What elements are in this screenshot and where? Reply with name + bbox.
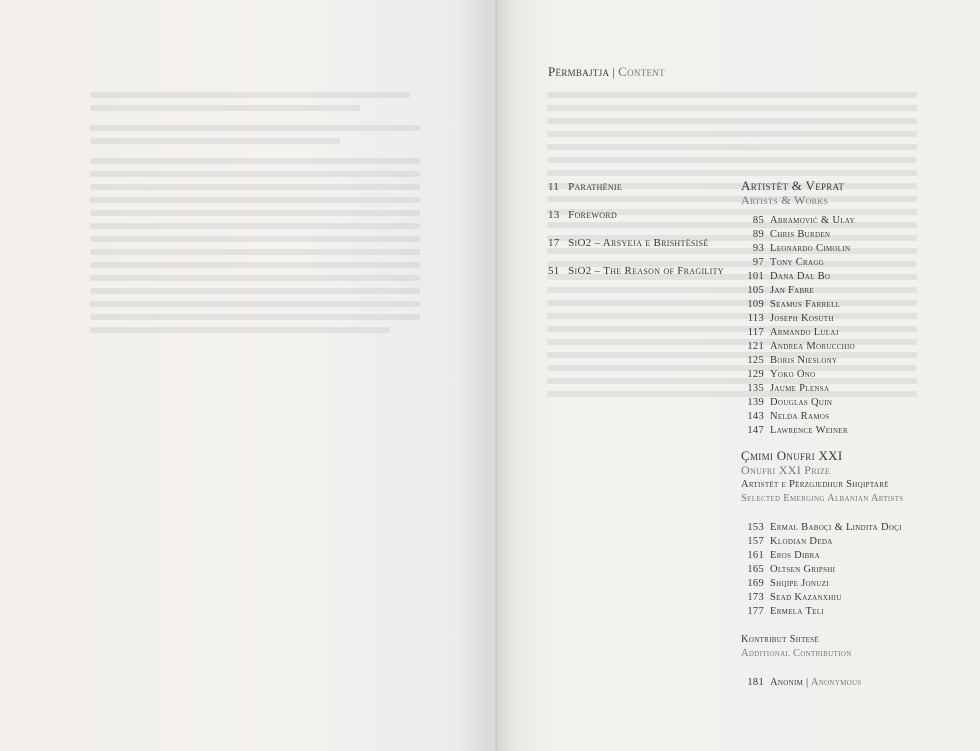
show-through-text <box>90 92 420 340</box>
toc-entry-label: Abramović & Ulay <box>770 215 855 226</box>
list-item[interactable] <box>741 228 904 242</box>
toc-page-number: 85 <box>752 215 764 226</box>
list-item[interactable] <box>741 605 904 619</box>
toc-page-number: 139 <box>747 397 764 408</box>
toc-entry-label: Joseph Kosuth <box>770 313 834 324</box>
entry-separator: | <box>806 677 809 688</box>
list-item[interactable] <box>741 535 904 549</box>
title-albanian: Përmbajtja <box>548 64 610 79</box>
list-item[interactable] <box>741 591 904 605</box>
toc-page-number: 153 <box>747 522 764 533</box>
toc-entry-label: Parathënie <box>568 181 623 193</box>
list-item[interactable] <box>741 242 904 256</box>
toc-entry-label: Lawrence Weiner <box>770 425 848 436</box>
list-item[interactable] <box>741 424 904 438</box>
toc-entry[interactable] <box>548 237 724 265</box>
toc-entry-label: Leonardo Cimolin <box>770 243 851 254</box>
toc-entry-label: SiO2 – The Reason of Fragility <box>568 265 724 277</box>
toc-entry-label: Andrea Morucchio <box>770 341 856 352</box>
list-item[interactable] <box>741 382 904 396</box>
list-item[interactable] <box>741 368 904 382</box>
toc-page-number: 117 <box>747 327 764 338</box>
toc-entry-label: Oltsen Gripshi <box>770 564 836 575</box>
list-item[interactable] <box>741 577 904 591</box>
final-entry <box>741 676 904 690</box>
toc-page-number: 147 <box>747 425 764 436</box>
toc-page-number: 177 <box>747 606 764 617</box>
toc-page-number: 121 <box>747 341 764 352</box>
toc-page-number: 93 <box>752 243 764 254</box>
toc-page-number: 113 <box>747 313 764 324</box>
toc-entry[interactable] <box>548 209 724 237</box>
toc-entry-label: Foreword <box>568 209 618 221</box>
toc-page-number: 143 <box>747 411 764 422</box>
toc-entry-label: Klodian Deda <box>770 536 833 547</box>
list-item[interactable] <box>741 340 904 354</box>
list-item[interactable] <box>741 676 904 690</box>
toc-page-number: 13 <box>548 209 560 221</box>
toc-entry-label: Nelda Ramos <box>770 411 830 422</box>
toc-page-number: 101 <box>747 271 764 282</box>
list-item[interactable] <box>741 563 904 577</box>
toc-entry-label: Jaume Plensa <box>770 383 830 394</box>
toc-entry-label-english: Anonymous <box>810 677 862 688</box>
section-heading-prize: Çmimi Onufri XXI <box>741 448 843 463</box>
toc-entry-label: Tony Cragg <box>770 257 825 268</box>
toc-page-number: 125 <box>747 355 764 366</box>
artists-list <box>741 214 904 438</box>
toc-page-number: 165 <box>747 564 764 575</box>
toc-page-number: 109 <box>747 299 764 310</box>
page-title <box>548 64 665 80</box>
list-item[interactable] <box>741 410 904 424</box>
toc-entry-label: Shqipe Jonuzi <box>770 578 829 589</box>
toc-page-number: 169 <box>747 578 764 589</box>
toc-entry-label: Seamus Farrell <box>770 299 841 310</box>
title-english: Content <box>618 64 665 79</box>
list-item[interactable] <box>741 521 904 535</box>
list-item[interactable] <box>741 284 904 298</box>
toc-entry-label: Jan Fabre <box>770 285 815 296</box>
toc-entry-label: Douglas Quin <box>770 397 833 408</box>
toc-entry-label: Dana Dal Bo <box>770 271 831 282</box>
toc-page-number: 157 <box>747 536 764 547</box>
toc-entry-label: Ermal Baboçi & Lindita Doçi <box>770 522 902 533</box>
toc-page-number: 51 <box>548 265 560 277</box>
section-subheading-prize: Onufri XXI Prize <box>741 463 831 477</box>
section-heading-artists: Artistët & Veprat <box>741 178 845 193</box>
toc-page-number: 135 <box>747 383 764 394</box>
title-separator: | <box>612 64 616 79</box>
toc-entry-label: Sead Kazanxhiu <box>770 592 842 603</box>
toc-page-number: 97 <box>752 257 764 268</box>
list-item[interactable] <box>741 270 904 284</box>
toc-entry-label: SiO2 – Arsyeja e Brishtësisë <box>568 237 709 249</box>
toc-entry-label: Yoko Ono <box>770 369 816 380</box>
toc-entry[interactable] <box>548 265 724 293</box>
list-item[interactable] <box>741 326 904 340</box>
list-item[interactable] <box>741 214 904 228</box>
list-item[interactable] <box>741 396 904 410</box>
toc-page-number: 89 <box>752 229 764 240</box>
toc-entry-label: Eros Dibra <box>770 550 820 561</box>
list-item[interactable] <box>741 298 904 312</box>
toc-entry-label: Chris Burden <box>770 229 831 240</box>
toc-page-number: 11 <box>548 181 560 193</box>
list-item[interactable] <box>741 549 904 563</box>
section-heading-contribution: Kontribut Shtesë <box>741 634 820 645</box>
section-subheading-contribution: Additional Contribution <box>741 648 852 659</box>
toc-entry[interactable] <box>548 181 724 209</box>
toc-entry-label: Armando Lulaj <box>770 327 839 338</box>
toc-entry-label: Anonim <box>770 677 804 688</box>
toc-entry-label: Boris Nieslony <box>770 355 838 366</box>
right-page <box>497 0 980 751</box>
toc-entry-label: Ermela Teli <box>770 606 824 617</box>
emerging-artists-list <box>741 521 904 619</box>
list-item[interactable] <box>741 256 904 270</box>
toc-page-number: 173 <box>747 592 764 603</box>
section-subtitle-albanian: Artistët e Përzgjedhur Shqiptarë <box>741 479 889 490</box>
list-item[interactable] <box>741 312 904 326</box>
toc-page-number: 105 <box>747 285 764 296</box>
toc-page-number: 161 <box>747 550 764 561</box>
section-subheading-artists: Artists & Works <box>741 193 829 207</box>
section-subtitle-english: Selected Emerging Albanian Artists <box>741 493 904 504</box>
list-item[interactable] <box>741 354 904 368</box>
toc-intro-column <box>548 181 724 293</box>
toc-main-column <box>741 178 904 690</box>
toc-page-number: 17 <box>548 237 560 249</box>
toc-page-number: 129 <box>747 369 764 380</box>
toc-page-number: 181 <box>747 677 764 688</box>
